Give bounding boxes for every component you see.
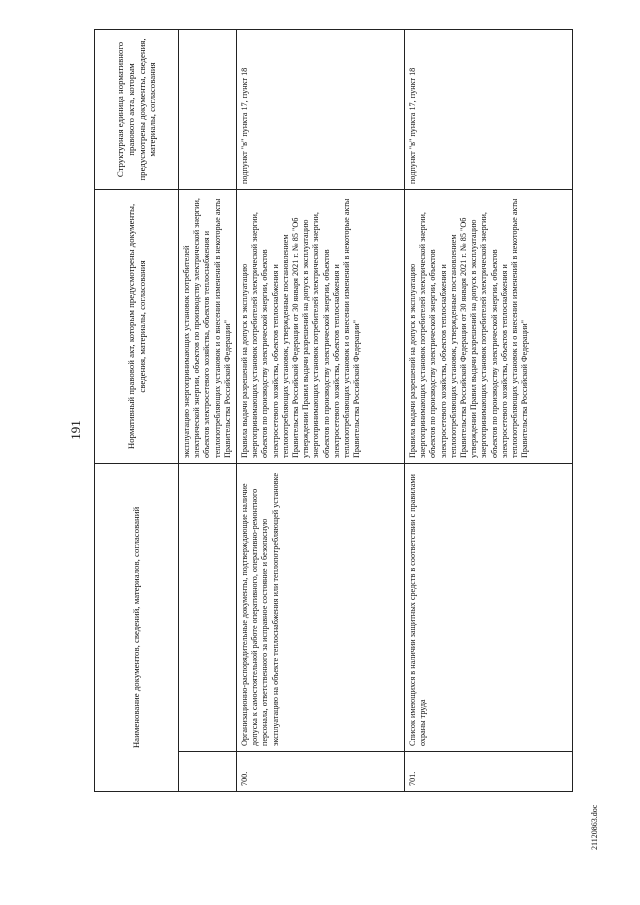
header-normative-act: Нормативный правовой акт, которым предусмотрены документы, сведения, материалы, согласования [95,189,179,463]
row-number: 701. [405,752,573,792]
header-documents-name: Наименование документов, сведений, материалов, согласований [95,463,179,791]
row-normative-act: Правила выдачи разрешений на допуск в эксплуатацию энергопринимающих установок потребителей электрической энергии, объектов по производству электрической энергии, объектов электросетевого хозяйства, объектов теплоснабжения и теплопотребляющих установок, утвержденные постановлением Правительства Российской Федерации от 30 января 2021 г. № 85 "Об утверждении Правил выдачи разрешений на допуск в эксплуатацию энергопринимающих установок потребителей электрической энергии, объектов по производству электрической энергии, объектов электросетевого хозяйства, объектов теплоснабжения и теплопотребляющих установок и о внесении изменений в некоторые акты Правительства Российской Федерации" [237,189,405,463]
continuation-act-cell: эксплуатацию энергопринимающих установок потребителей электрической энергии, объектов по производству электрической энергии, объектов электросетевого хозяйства, объектов теплоснабжения и теплопотребляющих установок и о внесении изменений в некоторые акты Правительства Российской Федерации" [179,189,237,463]
continuation-num-cell [179,752,237,792]
row-number: 700. [237,752,405,792]
header-structural-unit: Структурная единица нормативного правового акта, которым предусмотрены документы, сведения, материалы, согласования [95,29,179,189]
page-number: 191 [68,420,83,440]
file-name-footer: 21120863.doc [590,804,599,850]
rotated-sheet [50,10,610,850]
table-header-row [95,29,179,791]
row-structural-unit: подпункт "в" пункта 17, пункт 18 [237,29,405,189]
row-document-name: Список имеющихся в наличии защитных средств в соответствии с правилами охраны труда [405,463,573,751]
table-row-continuation [179,29,237,791]
continuation-name-cell [179,463,237,751]
table-row [237,29,405,791]
row-structural-unit: подпункт "в" пункта 17, пункт 18 [405,29,573,189]
continuation-ref-cell [179,29,237,189]
row-document-name: Организационно-распорядительные документы, подтверждающие наличие допуска к самостоятельной работе оперативного, оперативно-ремонтного персонала, ответственного за исправное состояние и безопасную эксплуатацию на объекте теплоснабжения или теплопотребляющей установке [237,463,405,751]
table-row [405,29,573,791]
row-normative-act: Правила выдачи разрешений на допуск в эксплуатацию энергопринимающих установок потребителей электрической энергии, объектов по производству электрической энергии, объектов электросетевого хозяйства, объектов теплоснабжения и теплопотребляющих установок, утвержденные постановлением Правительства Российской Федерации от 30 января 2021 г. № 85 "Об утверждении Правил выдачи разрешений на допуск в эксплуатацию энергопринимающих установок потребителей электрической энергии, объектов по производству электрической энергии, объектов электросетевого хозяйства, объектов теплоснабжения и теплопотребляющих установок и о внесении изменений в некоторые акты Правительства Российской Федерации" [405,189,573,463]
requirements-table [94,29,573,792]
